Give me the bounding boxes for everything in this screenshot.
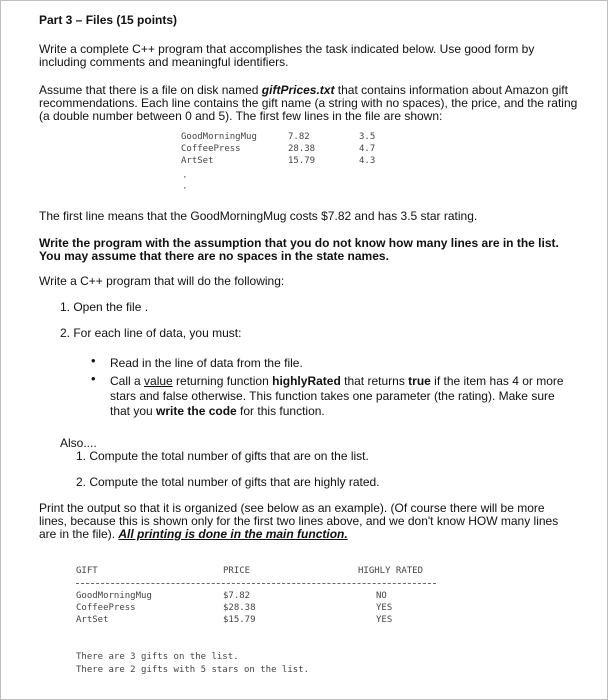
assumption-line-1: Write the program with the assumption that you do not know how many lines are in the list. [39,236,559,250]
output-summary-2: There are 2 gifts with 5 stars on the list. [76,665,309,675]
print-line-3-pre: are in the file). [39,527,119,541]
bullet-2-line-3-bold: write the code [156,404,237,418]
output-gift: GoodMorningMug [76,591,152,601]
file-row-price: 15.79 [288,156,316,166]
bullet-2-line-3-post: for this function. [236,404,325,418]
file-row-rating: 4.3 [359,156,376,166]
output-rated: NO [376,591,387,601]
file-row-rating: 3.5 [359,132,376,142]
output-header-price: PRICE [223,566,251,576]
function-name: highlyRated [272,374,341,388]
file-row-rating: 4.7 [359,144,376,154]
file-row-name: CoffeePress [181,144,241,154]
assume-line-1 [39,83,568,97]
bullet-2-line-3-pre: that you [110,404,157,418]
file-row-price: 7.82 [288,132,310,142]
value-word: value [144,374,173,388]
file-row-price: 28.38 [288,144,316,154]
output-price: $7.82 [223,591,251,601]
bullet-marker: • [91,371,96,386]
bullet-2-line-3 [110,404,325,418]
bullet-2-mid2: that returns [340,374,409,388]
bullet-1-text: Read in the line of data from the file. [110,356,303,370]
intro-line-2: including comments and meaningful identifiers. [39,55,289,69]
true-word: true [408,374,431,388]
output-divider [76,583,436,584]
bullet-marker: • [91,353,96,368]
bullet-2-line-1 [110,374,564,388]
file-continuation-dot: · [183,171,187,183]
print-line-2: lines, because this is shown only for the first two lines above, and we don't know HOW many lines [39,514,559,528]
output-rated: YES [376,603,393,613]
assume-line-3: (a double number between 0 and 5). The first few lines in the file are shown: [39,109,443,123]
step-2: 2. For each line of data, you must: [60,326,242,340]
output-gift: ArtSet [76,615,109,625]
write-program-heading: Write a C++ program that will do the following: [39,274,285,288]
output-rated: YES [376,615,393,625]
also-item-1: 1. Compute the total number of gifts that are on the list. [76,449,369,463]
page-title: Part 3 – Files (15 points) [39,13,178,27]
print-line-3 [39,527,348,541]
also-heading: Also.... [60,436,97,450]
step-1: 1. Open the file . [60,300,149,314]
bullet-2-pre: Call a [110,374,145,388]
print-line-1: Print the output so that it is organized (see below as an example). (Of course there will be more [39,501,545,515]
output-header-rated: HIGHLY RATED [358,566,424,576]
file-row-name: GoodMorningMug [181,132,257,142]
output-price: $15.79 [223,615,256,625]
intro-line-1: Write a complete C++ program that accomplishes the task indicated below. Use good form by [39,42,535,56]
assumption-line-2: You may assume that there are no spaces in the state names. [39,249,389,263]
output-price: $28.38 [223,603,256,613]
bullet-2-mid: returning function [172,374,273,388]
filename: giftPrices.txt [261,83,335,97]
output-gift: CoffeePress [76,603,136,613]
first-line-note: The first line means that the GoodMorningMug costs $7.82 and has 3.5 star rating. [39,209,478,223]
output-summary-1: There are 3 gifts on the list. [76,652,239,662]
assume-line-2: recommendations. Each line contains the gift name (a string with no spaces), the price, and the rating [39,96,578,110]
bullet-2-line-2: stars and false otherwise. This function takes one parameter (the rating). Make sure [110,389,555,403]
file-row-name: ArtSet [181,156,214,166]
assume-text-post: that contains information about Amazon gift [334,83,568,97]
print-main-note: All printing is done in the main function. [118,527,348,541]
bullet-2-post: if the item has 4 or more [430,374,564,388]
also-item-2: 2. Compute the total number of gifts that are highly rated. [76,475,380,489]
assume-text-pre: Assume that there is a file on disk named [39,83,262,97]
file-continuation-dot: · [183,182,187,194]
output-header-gift: GIFT [76,566,98,576]
